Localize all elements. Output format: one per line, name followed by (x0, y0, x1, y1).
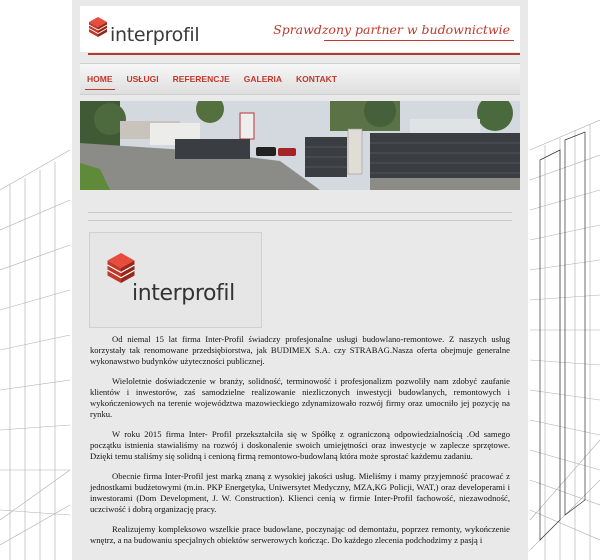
article-paragraph: Realizujemy kompleksowo wszelkie prace budowlane, poczynając od demontażu, poprzez remonty, wykończenie wnętrz, a na budowaniu specjalnych obiektów serwerowych kończąc. Do każdego zlecenia podchodzimy z pasją i (90, 524, 510, 545)
nav-item-kontakt[interactable]: KONTAKT (296, 74, 337, 84)
article-paragraph: Obecnie firma Inter-Profil jest marką znaną z wysokiej jakości usług. Mieliśmy i mamy przyjemność pracować z jednostkami budżetowymi (m.in. PKP Energetyka, Uniwersytet Medyczny, MZA,KG Policji, WAT,) oraz developerami i inwestorami (Dom Development, J. W. Construction). Klienci cenią w firmie Inter-Profil fachowość, niezawodność, uczciwość i dobrą organizację pracy. (90, 471, 510, 514)
banner-photo-image (80, 101, 520, 190)
page-container (72, 0, 528, 560)
nav-item-uslugi[interactable]: USŁUGI (126, 74, 159, 84)
company-logo-photo (89, 232, 262, 328)
nav-item-referencje[interactable]: REFERENCJE (172, 74, 230, 84)
tagline: Sprawdzony partner w budownictwie (273, 22, 510, 37)
nav-item-home[interactable]: HOME (80, 64, 120, 94)
article-paragraph: W roku 2015 firma Inter- Profil przekształciła się w Spółkę z ograniczoną odpowiedzialnością .Od samego początku istnienia stawialiśmy na rozwój i doskonalenie swoich umiejętności oraz inwestycje w zaplecze sprzętowe. Dzięki temu staliśmy się solidną i cenioną firmą remontowo-budowlaną która może sprostać każdemu zadaniu. (90, 429, 510, 461)
nav-item-galeria[interactable]: GALERIA (243, 74, 283, 84)
main-navigation (80, 63, 520, 95)
content-divider-top (88, 212, 512, 213)
article-text (90, 334, 510, 555)
article-paragraph: Wieloletnie doświadczenie w branży, solidność, terminowość i profesjonalizm pozwoliły nam zdobyć zaufanie klientów i inwestorów, zaś samodzielne realizowanie niezliczonych inwestycji budowlanych, remontowych i wykończeniowych na terenie województwa mazowieckiego zdynamizowało rozwój firmy oraz umocniło jej pozycję na rynku. (90, 376, 510, 419)
header-banner-photo (80, 101, 520, 190)
content-divider-bottom (88, 220, 512, 221)
tagline-underline (324, 40, 514, 41)
header-divider (88, 53, 520, 55)
cube-logo-icon (106, 251, 136, 285)
header (80, 6, 520, 52)
logo-text: interprofil (110, 24, 200, 46)
cube-logo-icon (88, 16, 108, 38)
logo[interactable] (84, 12, 204, 48)
article-paragraph: Od niemal 15 lat firma Inter-Profil świadczy profesjonalne usługi budowlano-remontowe. Z naszych usług korzystały tak renomowane przedsiębiorstwa, jak BUDIMEX S.A. czy STRABAG.Nasza oferta obejmuje generalne wykonawstwo budynków użyteczności publicznej. (90, 334, 510, 366)
photo-logo-text: interprofil (132, 281, 235, 306)
main-content (80, 202, 520, 560)
